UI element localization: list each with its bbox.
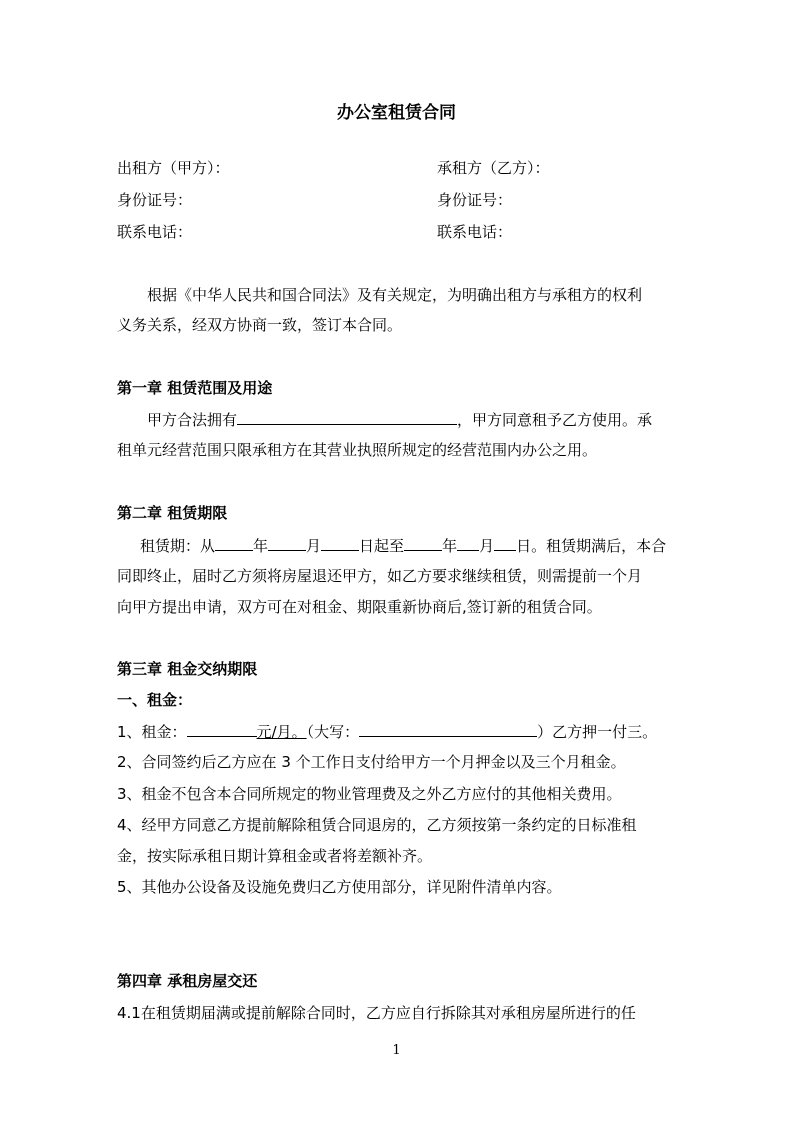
- to-label: 日起至: [359, 537, 405, 555]
- start-year-blank: [215, 535, 253, 551]
- lease-from-label: 租赁期：从: [140, 537, 216, 555]
- rent-item-5: 5、其他办公设备及设施免费归乙方使用部分，详见附件清单内容。: [117, 878, 562, 896]
- end-day-blank: [494, 535, 516, 551]
- start-day-blank: [321, 535, 359, 551]
- rent-amount-blank: [187, 721, 257, 737]
- lessee-id-label: 身份证号：: [437, 191, 513, 209]
- lessee-phone-label: 联系电话：: [437, 223, 513, 241]
- chapter-1-prefix: 甲方合法拥有: [147, 411, 238, 429]
- chapter-1-line-2: 租单元经营范围只限承租方在其营业执照所规定的经营范围内办公之用。: [117, 441, 598, 459]
- month-label: 月: [306, 537, 322, 555]
- end-month-label: 月: [479, 537, 495, 555]
- end-year-blank: [404, 535, 442, 551]
- chapter-4-heading: 第四章 承租房屋交还: [117, 972, 258, 990]
- chapter-4-line-1: 4.1在租赁期届满或提前解除合同时，乙方应自行拆除其对承租房屋所进行的任: [117, 1004, 636, 1022]
- start-month-blank: [268, 535, 306, 551]
- chapter-2-line-1: [140, 535, 666, 556]
- year-label: 年: [253, 537, 269, 555]
- rent-uppercase-blank: [359, 721, 537, 737]
- intro-line-1: 根据《中华人民共和国合同法》及有关规定，为明确出租方与承租方的权利: [147, 286, 643, 304]
- rent-item-2: 2、合同签约后乙方应在 3 个工作日支付给甲方一个月押金以及三个月租金。: [117, 753, 626, 771]
- chapter-2-line-2: 同即终止，届时乙方须将房屋退还甲方，如乙方要求继续租赁，则需提前一个月: [117, 567, 643, 585]
- chapter-1-suffix: ，甲方同意租予乙方使用。承: [457, 411, 653, 429]
- property-blank: [237, 409, 457, 425]
- end-month-blank: [457, 535, 479, 551]
- lessor-id-label: 身份证号：: [117, 191, 193, 209]
- chapter-3-heading: 第三章 租金交纳期限: [117, 660, 258, 678]
- document-title: 办公室租赁合同: [337, 103, 456, 123]
- chapter-2-heading: 第二章 租赁期限: [117, 504, 228, 522]
- lessee-label: 承租方（乙方）：: [437, 159, 550, 177]
- lessor-phone-label: 联系电话：: [117, 223, 193, 241]
- intro-line-2: 义务关系，经双方协商一致，签订本合同。: [117, 316, 403, 334]
- rent-deposit-text: ）乙方押一付三。: [537, 723, 658, 741]
- chapter-2-line-3: 向甲方提出申请，双方可在对租金、期限重新协商后,签订新的租赁合同。: [117, 598, 602, 616]
- rent-uppercase-label: （大写：: [306, 723, 360, 741]
- rent-item-1: [117, 721, 657, 742]
- chapter-1-line-1: [147, 409, 652, 430]
- rent-label: 1、租金：: [117, 723, 187, 741]
- chapter-3-subheading: 一、租金：: [117, 691, 193, 709]
- lessor-label: 出租方（甲方）：: [117, 159, 230, 177]
- rent-item-4-line-1: 4、经甲方同意乙方提前解除租赁合同退房的，乙方须按第一条约定的日标准租: [117, 816, 637, 834]
- lease-end-text: 日。租赁期满后，本合: [516, 537, 667, 555]
- page-number: 1: [392, 1043, 401, 1058]
- rent-item-3: 3、租金不包含本合同所规定的物业管理费及之外乙方应付的其他相关费用。: [117, 785, 622, 803]
- rent-unit: 元/月。: [256, 723, 307, 741]
- rent-item-4-line-2: 金，按实际承租日期计算租金或者将差额补齐。: [117, 847, 433, 865]
- chapter-1-heading: 第一章 租赁范围及用途: [117, 379, 273, 397]
- end-year-label: 年: [442, 537, 458, 555]
